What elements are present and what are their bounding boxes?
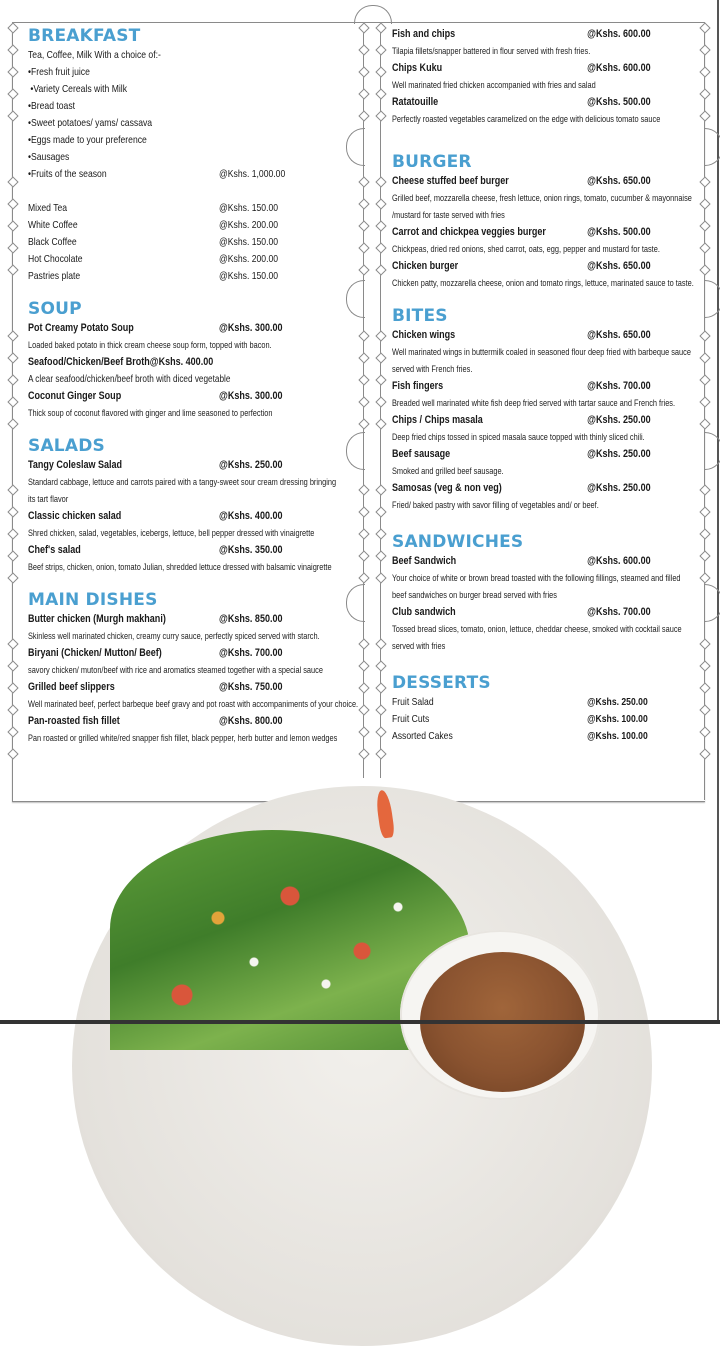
item-description: savory chicken/ muton/beef with rice and aromatics steamed together with a special sauce (28, 665, 323, 675)
section-title: DESSERTS (392, 673, 491, 693)
item-description: Grilled beef, mozzarella cheese, fresh lettuce, onion rings, tomato, cucumber & mayonnaise (392, 193, 692, 203)
item-description: Chickpeas, dried red onions, shed carrot, oats, egg, pepper and mustard for taste. (392, 244, 660, 254)
item-name: Fish fingers (392, 380, 444, 392)
breakfast-option: •Fruits of the season (28, 168, 107, 180)
item-description: Well marinated wings in buttermilk coaled in seasoned flour deep fried with barbeque sauce (392, 347, 691, 357)
decorative-arc (704, 432, 720, 470)
item-description: Standard cabbage, lettuce and carrots paired with a tangy-sweet sour cream dressing bringing (28, 477, 337, 487)
section-title: BREAKFAST (28, 26, 141, 46)
menu-column-right (392, 26, 698, 759)
item-name: Fruit Salad (392, 696, 434, 708)
item-description: Pan roasted or grilled white/red snapper fish fillet, black pepper, herb butter and lemon wedges (28, 733, 338, 743)
breakfast-option: •Variety Cereals with Milk (28, 83, 128, 95)
item-description: Tossed bread slices, tomato, onion, lettuce, cheddar cheese, smoked with cocktail sauce (392, 624, 682, 634)
item-description: Breaded well marinated white fish deep fried served with tartar sauce and French fries. (392, 398, 676, 408)
item-description: beef sandwiches on burger bread served with fries (392, 590, 557, 600)
item-price: @Kshs. 250.00 (587, 482, 651, 494)
menu-item (28, 354, 358, 388)
item-name: Seafood/Chicken/Beef Broth@Kshs. 400.00 (28, 356, 214, 368)
section-main-dishes-continued (392, 26, 698, 128)
item-price: @Kshs. 400.00 (219, 510, 283, 522)
item-description: its tart flavor (28, 494, 69, 504)
item-price: @Kshs. 100.00 (587, 713, 648, 725)
decorative-arc (704, 280, 720, 318)
item-price: @Kshs. 250.00 (219, 459, 283, 471)
menu-item (28, 508, 358, 542)
item-description: Skinless well marinated chicken, creamy curry sauce, perfectly spiced served with starch. (28, 631, 320, 641)
menu-item (392, 94, 698, 128)
menu-item: White Coffee @Kshs. 200.00 (28, 219, 279, 231)
item-name: Tangy Coleslaw Salad (28, 459, 123, 471)
item-price: @Kshs. 250.00 (587, 448, 651, 460)
item-price: @Kshs. 300.00 (219, 390, 283, 402)
menu-item (28, 713, 358, 747)
item-description: served with fries (392, 641, 446, 651)
item-description: Thick soup of coconut flavored with ginger and lime seasoned to perfection (28, 408, 273, 418)
section-bites (392, 306, 698, 514)
section-salads (28, 436, 358, 576)
item-price: @Kshs. 300.00 (219, 322, 283, 334)
item-name: Biryani (Chicken/ Mutton/ Beef) (28, 647, 162, 659)
item-price: @Kshs. 600.00 (587, 555, 651, 567)
item-name: Club sandwich (392, 606, 456, 618)
item-name: Samosas (veg & non veg) (392, 482, 502, 494)
item-name: Chef's salad (28, 544, 81, 556)
section-title: BURGER (392, 152, 472, 172)
item-price: @Kshs. 650.00 (587, 329, 651, 341)
section-desserts (392, 673, 698, 745)
bottom-edge (0, 1020, 720, 1024)
item-price: @Kshs. 650.00 (587, 260, 651, 272)
menu-item (392, 378, 698, 412)
item-description: A clear seafood/chicken/beef broth with diced vegetable (28, 374, 231, 385)
section-title: SANDWICHES (392, 532, 524, 552)
menu-item (392, 446, 698, 480)
item-price: @Kshs. 850.00 (219, 613, 283, 625)
item-description: Fried/ baked pastry with savor filling of vegetables and/ or beef. (392, 500, 599, 510)
menu-item (392, 327, 698, 378)
menu-item (392, 173, 698, 224)
item-description: Well marinated beef, perfect barbeque beef gravy and pot roast with accompaniments of your choice. (28, 699, 359, 709)
item-name: Fruit Cuts (392, 713, 430, 725)
item-description: Smoked and grilled beef sausage. (392, 466, 504, 476)
item-price: @Kshs. 350.00 (219, 544, 283, 556)
item-description: Tilapia fillets/snapper battered in flour served with fresh fries. (392, 46, 591, 56)
item-price: @Kshs. 700.00 (587, 380, 651, 392)
item-name: Chips Kuku (392, 62, 443, 74)
item-price: @Kshs. 250.00 (587, 414, 651, 426)
item-price: @Kshs. 700.00 (587, 606, 651, 618)
item-description: Perfectly roasted vegetables caramelized on the edge with delicious tomato sauce (392, 114, 661, 124)
menu-item (28, 645, 358, 679)
breakfast-combo-price: @Kshs. 1,000.00 (219, 168, 286, 180)
menu-item: Pastries plate @Kshs. 150.00 (28, 270, 279, 282)
item-name: Butter chicken (Murgh makhani) (28, 613, 166, 625)
item-name: Chicken burger (392, 260, 459, 272)
item-price: @Kshs. 650.00 (587, 175, 651, 187)
menu-item: Black Coffee @Kshs. 150.00 (28, 236, 279, 248)
menu-item (392, 728, 648, 745)
item-description: Deep fried chips tossed in spiced masala sauce topped with thinly sliced chili. (392, 432, 645, 442)
item-name: Chicken wings (392, 329, 456, 341)
breakfast-option: •Sweet potatoes/ yams/ cassava (28, 117, 153, 129)
menu-item: Mixed Tea @Kshs. 150.00 (28, 202, 279, 214)
item-name: Beef sausage (392, 448, 451, 460)
item-price: @Kshs. 750.00 (219, 681, 283, 693)
breakfast-option: •Eggs made to your preference (28, 134, 147, 146)
item-description: /mustard for taste served with fries (392, 210, 505, 220)
item-name: Carrot and chickpea veggies burger (392, 226, 546, 238)
item-name: Pot Creamy Potato Soup (28, 322, 134, 334)
item-description: Beef strips, chicken, onion, tomato Julian, shredded lettuce dressed with balsamic vinaigrette (28, 562, 332, 572)
item-description: Shred chicken, salad, vegetables, icebergs, lettuce, bell pepper dressed with vinaigrette (28, 528, 315, 538)
item-name: Cheese stuffed beef burger (392, 175, 509, 187)
section-breakfast (28, 26, 358, 285)
menu-item (392, 553, 698, 604)
item-name: Grilled beef slippers (28, 681, 115, 693)
item-description: Well marinated fried chicken accompanied with fries and salad (392, 80, 596, 90)
menu-item (28, 611, 358, 645)
breakfast-option: •Fresh fruit juice (28, 66, 90, 78)
section-burger (392, 152, 698, 292)
item-name: Pan-roasted fish fillet (28, 715, 120, 727)
menu-item (392, 480, 698, 514)
menu-column-left (28, 26, 358, 761)
item-name: Beef Sandwich (392, 555, 457, 567)
item-name: Assorted Cakes (392, 730, 453, 742)
item-price: @Kshs. 500.00 (587, 96, 651, 108)
breakfast-option: •Sausages (28, 151, 70, 163)
decorative-arc (704, 128, 720, 166)
item-price: @Kshs. 700.00 (219, 647, 283, 659)
item-price: @Kshs. 100.00 (587, 730, 648, 742)
menu-item (392, 258, 698, 292)
item-description: Your choice of white or brown bread toasted with the following fillings, steamed and filled (392, 573, 681, 583)
breakfast-intro: Tea, Coffee, Milk With a choice of:- (28, 49, 161, 61)
menu-item (392, 694, 648, 711)
menu-item (28, 542, 358, 576)
menu-item (392, 604, 698, 655)
item-price: @Kshs. 500.00 (587, 226, 651, 238)
menu-item (28, 457, 358, 508)
menu-item (392, 224, 698, 258)
menu-item (392, 60, 698, 94)
decorative-arc (704, 584, 720, 622)
item-price: @Kshs. 800.00 (219, 715, 283, 727)
section-title: BITES (392, 306, 448, 326)
menu-item (28, 320, 358, 354)
decorative-arc (354, 5, 392, 24)
item-name: Ratatouille (392, 96, 439, 108)
menu-item (28, 679, 358, 713)
section-sandwiches (392, 532, 698, 655)
item-description: Chicken patty, mozzarella cheese, onion and tomato rings, lettuce, marinated sauce to taste. (392, 278, 694, 288)
section-title: SALADS (28, 436, 105, 456)
item-price: @Kshs. 250.00 (587, 696, 648, 708)
section-title: SOUP (28, 299, 82, 319)
item-name: Chips / Chips masala (392, 414, 483, 426)
item-price: @Kshs. 600.00 (587, 28, 651, 40)
breakfast-option: •Bread toast (28, 100, 76, 112)
item-name: Fish and chips (392, 28, 456, 40)
section-soup (28, 299, 358, 422)
item-description: Loaded baked potato in thick cream cheese soup form, topped with bacon. (28, 340, 272, 350)
section-title: MAIN DISHES (28, 590, 158, 610)
item-description: served with French fries. (392, 364, 473, 374)
item-name: Coconut Ginger Soup (28, 390, 122, 402)
menu-item (392, 711, 648, 728)
menu-item: Hot Chocolate @Kshs. 200.00 (28, 253, 279, 265)
menu-item (392, 26, 698, 60)
menu-item (392, 412, 698, 446)
item-price: @Kshs. 600.00 (587, 62, 651, 74)
item-name: Classic chicken salad (28, 510, 122, 522)
menu-item (28, 388, 358, 422)
section-main-dishes (28, 590, 358, 747)
